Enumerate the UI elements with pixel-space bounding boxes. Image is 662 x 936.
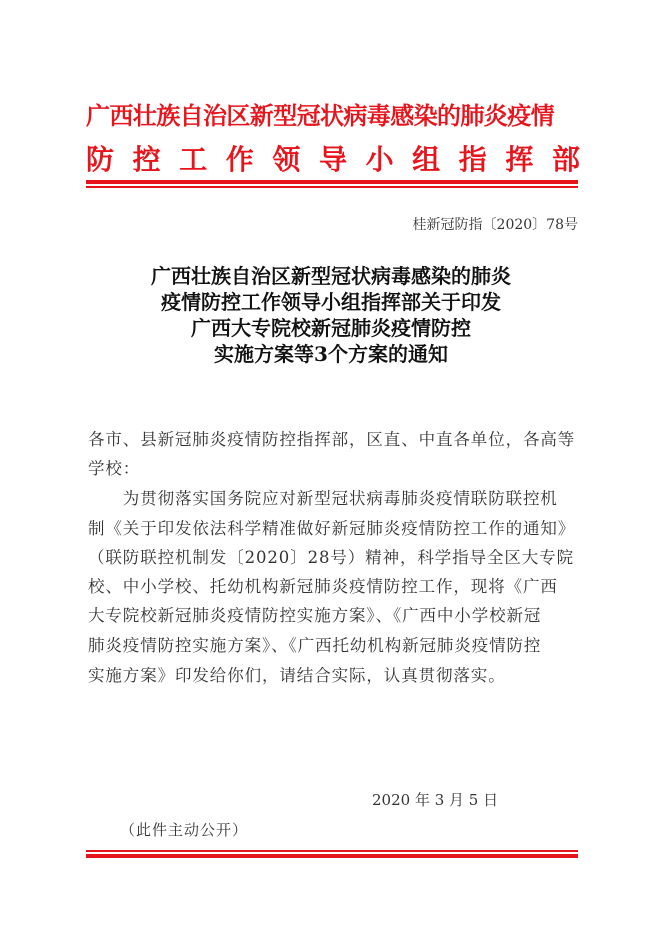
body-line: 校、中小学校、托幼机构新冠肺炎疫情防控工作，现将《广西	[88, 577, 558, 596]
header-char: 工	[179, 143, 208, 176]
title-line: 广西大专院校新冠肺炎疫情防控	[191, 316, 471, 340]
header-char: 指	[458, 143, 487, 176]
header-char: 作	[225, 143, 254, 176]
document-number: 桂新冠防指〔2020〕78号	[412, 217, 578, 233]
header-divider-thin	[86, 186, 578, 188]
header-char: 领	[272, 143, 301, 176]
header-char: 小	[365, 143, 394, 176]
title-line: 广西壮族自治区新型冠状病毒感染的肺炎	[151, 264, 511, 288]
header-char: 组	[412, 143, 441, 176]
body-line: 为贯彻落实国务院应对新型冠状病毒肺炎疫情联防联控机	[88, 489, 558, 508]
issue-date: 2020 年 3 月 5 日	[372, 791, 499, 809]
issuer-header-line1: 广西壮族自治区新型冠状病毒感染的肺炎疫情	[86, 101, 554, 130]
footer-divider-thin	[86, 850, 578, 852]
body-line: 实施方案》印发给你们，请结合实际，认真贯彻落实。	[88, 666, 506, 685]
body-line: 肺炎疫情防控实施方案》、《广西托幼机构新冠肺炎疫情防控	[88, 636, 542, 655]
header-char: 控	[132, 143, 161, 176]
header-char: 部	[551, 143, 580, 176]
header-char: 挥	[505, 143, 534, 176]
title-line: 实施方案等3个方案的通知	[214, 342, 448, 366]
body-line: 各市、县新冠肺炎疫情防控指挥部，区直、中直各单位，各高等	[88, 430, 576, 449]
body-line: （联防联控机制发〔2020〕28号）精神，科学指导全区大专院	[88, 548, 574, 567]
footer-divider-thick	[86, 854, 578, 858]
body-line: 制《关于印发依法科学精准做好新冠肺炎疫情防控工作的通知》	[88, 519, 576, 538]
header-char: 导	[318, 143, 347, 176]
body-line: 学校：	[88, 459, 141, 478]
header-divider-thick	[86, 180, 578, 184]
header-char: 防	[86, 143, 115, 176]
disclosure-note: （此件主动公开）	[120, 821, 249, 839]
body-line: 大专院校新冠肺炎疫情防控实施方案》、《广西中小学校新冠	[88, 606, 542, 625]
issuer-header-line2	[86, 138, 580, 178]
title-line: 疫情防控工作领导小组指挥部关于印发	[161, 290, 501, 314]
